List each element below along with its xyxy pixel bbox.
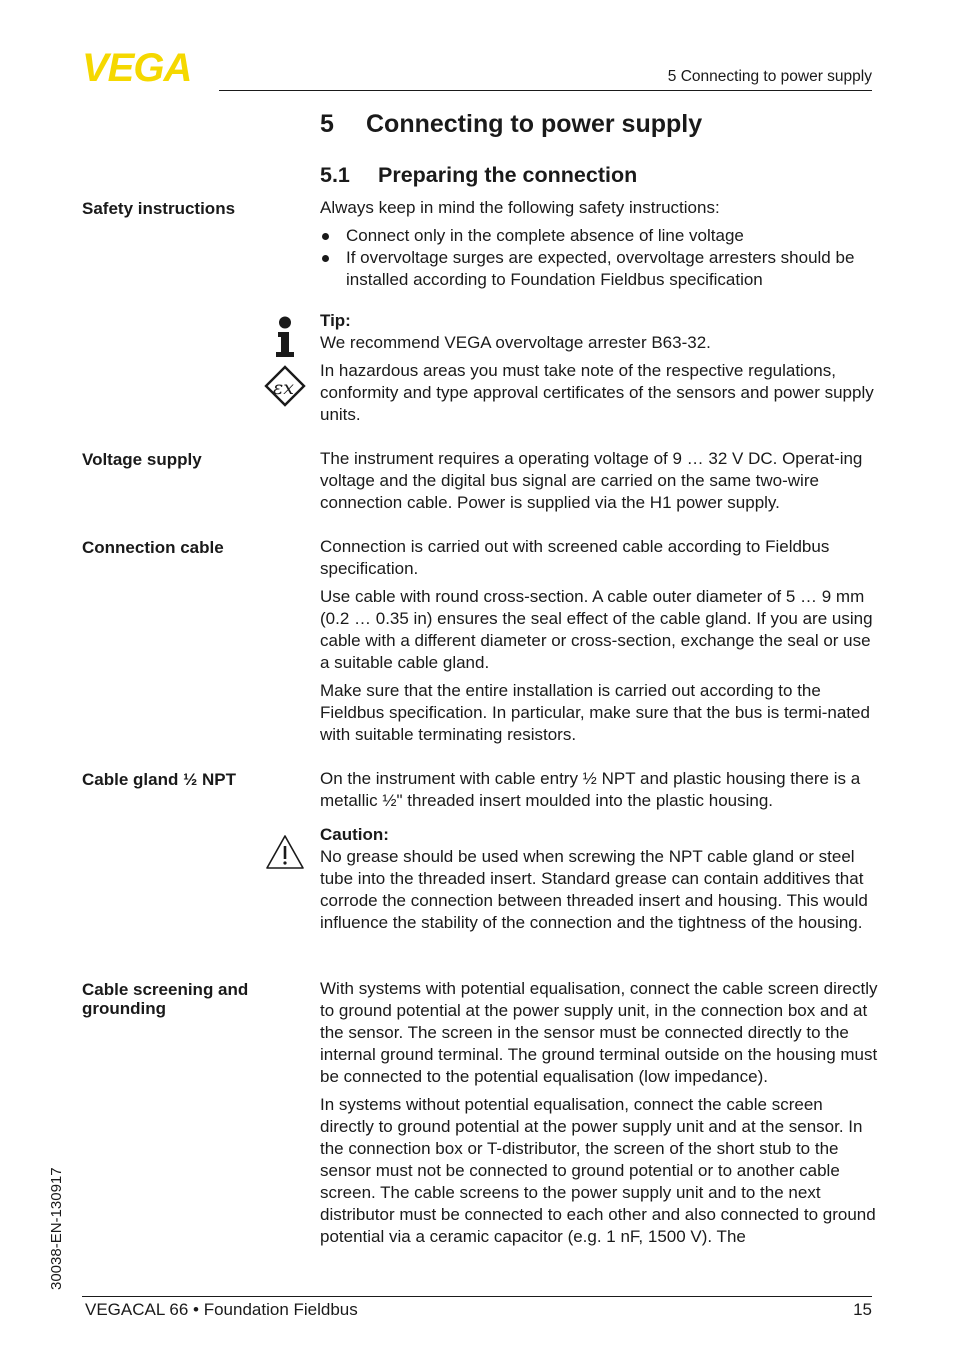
screening-block — [320, 978, 880, 1254]
list-item: If overvoltage surges are expected, overvoltage arresters should be installed according to Foundation Fieldbus specification — [320, 247, 880, 291]
vega-logo — [82, 50, 212, 84]
list-item: Connect only in the complete absence of line voltage — [320, 225, 880, 247]
svg-text:εx: εx — [273, 377, 294, 399]
page-number: 15 — [853, 1300, 872, 1319]
header-divider — [219, 90, 872, 91]
footer-divider — [82, 1296, 872, 1297]
section-text: Preparing the connection — [378, 163, 638, 187]
cable-paragraph-3: Make sure that the entire installation is carried out according to the Fieldbus specification. In particular, make sure that the bus is termi-nated with suitable terminating resistors. — [320, 681, 870, 744]
header-section-title: 5 Connecting to power supply — [667, 68, 872, 85]
vega-logo-text: VEGA — [82, 50, 192, 84]
cable-paragraph-2: Use cable with round cross-section. A cable outer diameter of 5 … 9 mm (0.2 … 0.35 in) ensures the seal effect of the cable gland. If you are using cable with a different diameter or cross-section, exchange the seal or use a suitable cable gland. — [320, 587, 873, 672]
ex-text: In hazardous areas you must take note of the respective regulations, conformity and type approval certificates of the sensors and power supply units. — [320, 361, 874, 424]
screening-paragraph-2: In systems without potential equalisation, connect the cable screen directly to ground potential at the power supply unit and at the sensor. In the connection box or T-distributor, the screen of the short stub to the sensor must not be connected to ground potential or to another cable screen. The cable screens to the power supply unit and to the next distributor must be connected to each other and also connected to ground potential via a ceramic capacitor (e.g. 1 nF, 1500 V). The — [320, 1095, 876, 1246]
chapter-title — [320, 110, 702, 139]
side-label-screening: Cable screening and grounding — [82, 980, 249, 1018]
gland-text: On the instrument with cable entry ½ NPT and plastic housing there is a metallic ½" threaded insert moulded into the plastic housing. — [320, 769, 861, 810]
caution-heading: Caution: — [320, 825, 389, 844]
side-label-gland: Cable gland ½ NPT — [82, 770, 236, 789]
warning-icon — [265, 834, 305, 870]
section-number: 5.1 — [320, 163, 350, 187]
document-code: 30038-EN-130917 — [48, 1167, 65, 1290]
screening-paragraph-1: With systems with potential equalisation, connect the cable screen directly to ground potential at the power supply unit, in the connection box and at the sensor. The screen in the sensor must be connected directly to the internal ground terminal. The ground terminal outside on the housing must be connected to the potential equalisation (low impedance). — [320, 979, 878, 1086]
info-icon — [274, 316, 296, 358]
side-label-voltage: Voltage supply — [82, 450, 202, 469]
chapter-text: Connecting to power supply — [366, 110, 703, 138]
voltage-text: The instrument requires a operating voltage of 9 … 32 V DC. Operat-ing voltage and the digital bus signal are carried on the same two-wire connection cable. Power is supplied via the H1 power supply. — [320, 449, 863, 512]
footer-product: VEGACAL 66 • Foundation Fieldbus — [85, 1300, 358, 1319]
safety-list — [320, 225, 880, 291]
caution-block — [320, 824, 880, 934]
ex-icon — [264, 365, 306, 407]
safety-intro: Always keep in mind the following safety instructions: — [320, 198, 720, 217]
chapter-number: 5 — [320, 110, 334, 138]
cable-block — [320, 536, 880, 752]
caution-text: No grease should be used when screwing the NPT cable gland or steel tube into the threaded insert. Standard grease can contain additives that corrode the connection between threaded insert and housing. This would influence the stability of the connection and the tightness of the housing. — [320, 847, 868, 932]
side-label-cable: Connection cable — [82, 538, 224, 557]
cable-paragraph-1: Connection is carried out with screened cable according to Fieldbus specification. — [320, 537, 830, 578]
tip-heading: Tip: — [320, 311, 351, 330]
tip-text: We recommend VEGA overvoltage arrester B63-32. — [320, 333, 711, 352]
section-title — [320, 163, 637, 188]
tip-block — [320, 310, 880, 354]
side-label-safety: Safety instructions — [82, 199, 236, 218]
safety-block — [320, 197, 880, 291]
